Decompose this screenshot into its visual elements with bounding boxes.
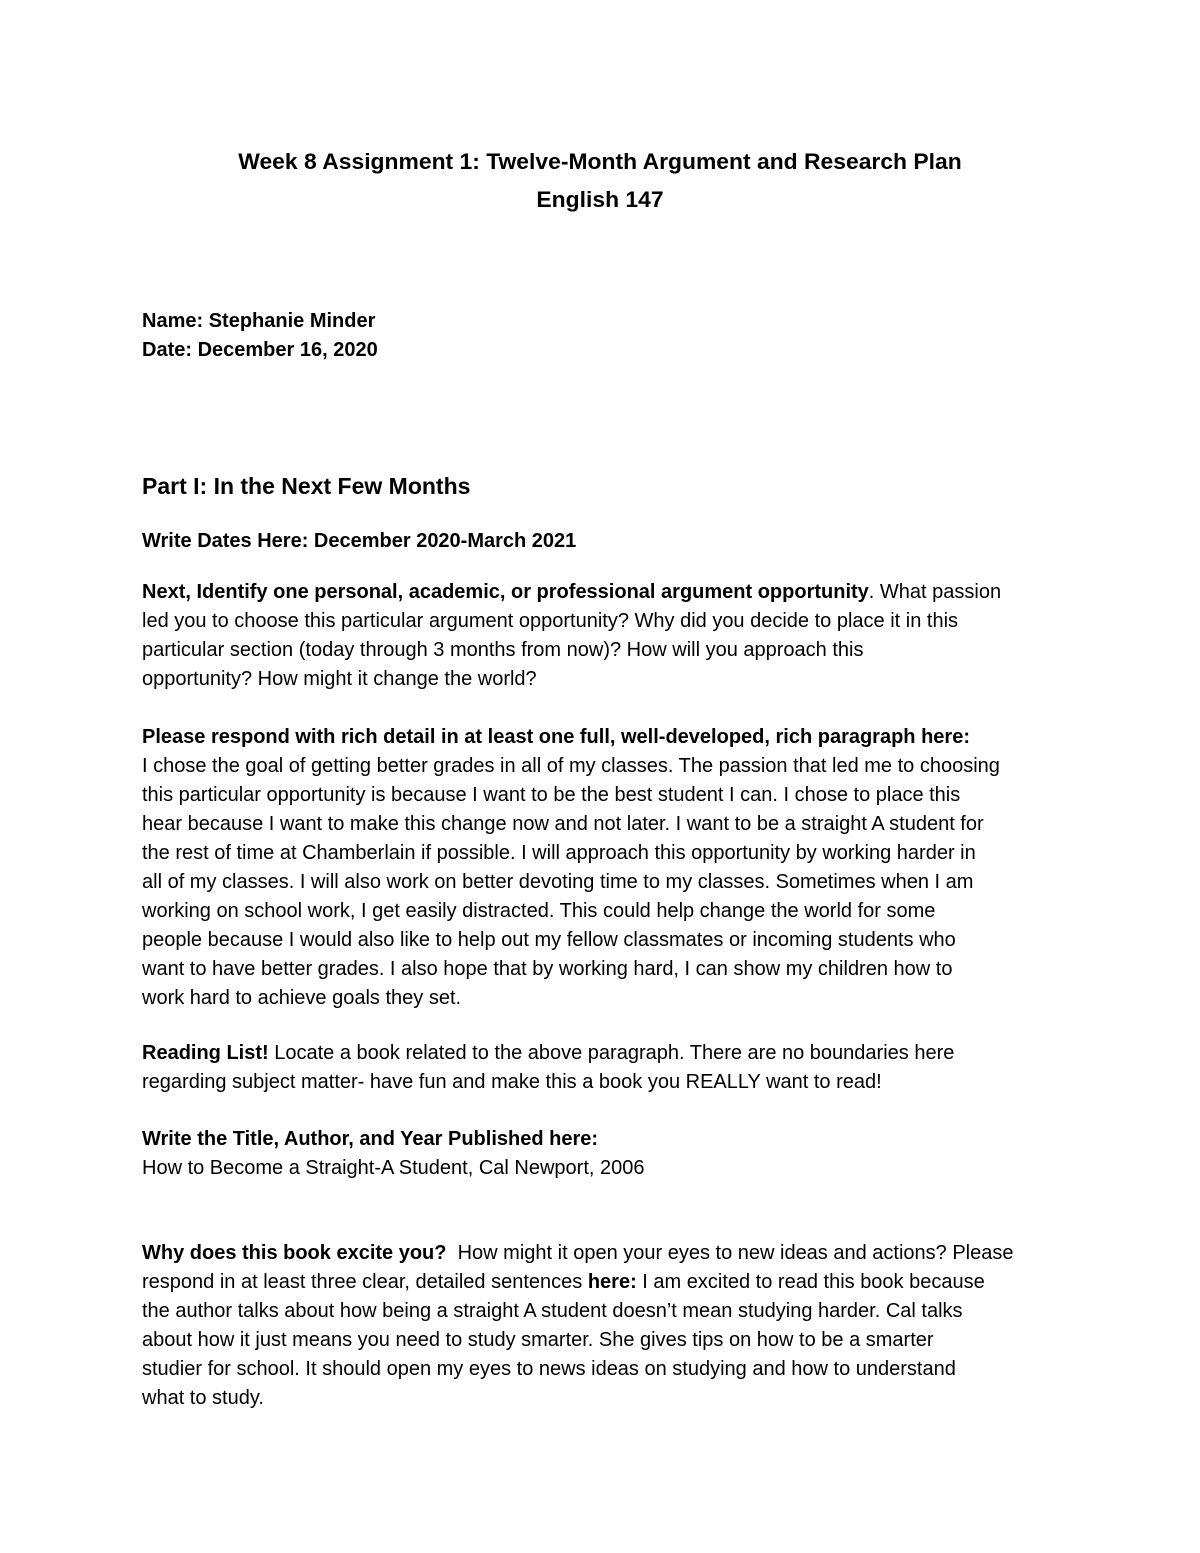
here-label: here:	[587, 1271, 637, 1293]
reading-list-label: Reading List!	[142, 1042, 269, 1064]
why-text: respond in at least three clear, detailed sentences	[142, 1271, 588, 1293]
respond-label: Please respond with rich detail in at least one full, well-developed, rich paragraph here:	[142, 726, 970, 748]
course-name: English 147	[536, 187, 664, 212]
response-line: working on school work, I get easily distracted. This could help change the world for some	[142, 900, 936, 922]
why-line	[142, 1268, 1062, 1297]
why-line: the author talks about how being a straight A student doesn’t mean studying harder. Cal talks	[142, 1300, 963, 1322]
opportunity-response	[142, 723, 1062, 1013]
prompt-line: particular section (today through 3 months from now)? How will you approach this	[142, 639, 864, 661]
document-title: Week 8 Assignment 1: Twelve-Month Argument and Research Plan	[238, 149, 962, 174]
prompt-text: . What passion	[868, 581, 1002, 603]
reading-line	[142, 1039, 1062, 1068]
response-line: this particular opportunity is because I want to be the best student I can. I chose to place this	[142, 784, 961, 806]
why-line	[142, 1239, 1062, 1268]
response-line: the rest of time at Chamberlain if possible. I will approach this opportunity by working harder in	[142, 842, 976, 864]
book-excitement-response	[142, 1239, 1062, 1413]
dates-line: Write Dates Here: December 2020-March 2021	[142, 530, 577, 552]
why-text: How might it open your eyes to new ideas and actions? Please	[446, 1242, 1014, 1264]
reading-line: regarding subject matter- have fun and make this a book you REALLY want to read!	[142, 1071, 882, 1093]
section-heading: Part I: In the Next Few Months	[142, 473, 471, 499]
prompt-line	[142, 578, 1062, 607]
response-line: all of my classes. I will also work on better devoting time to my classes. Sometimes when I am	[142, 871, 974, 893]
document-header	[0, 143, 1200, 219]
why-label: Why does this book excite you?	[142, 1242, 447, 1264]
response-line: I chose the goal of getting better grades in all of my classes. The passion that led me to choosing	[142, 755, 1000, 777]
prompt-bold-text: Next, Identify one personal, academic, or professional argument opportunity	[142, 581, 869, 603]
why-line: about how it just means you need to study smarter. She gives tips on how to be a smarter	[142, 1329, 934, 1351]
response-line: hear because I want to make this change now and not later. I want to be a straight A student for	[142, 813, 984, 835]
student-name: Name: Stephanie Minder	[142, 310, 376, 332]
book-label: Write the Title, Author, and Year Published here:	[142, 1128, 599, 1150]
why-line: what to study.	[142, 1387, 264, 1409]
opportunity-prompt	[142, 578, 1062, 694]
why-text: I am excited to read this book because	[636, 1271, 985, 1293]
reading-text: Locate a book related to the above paragraph. There are no boundaries here	[268, 1042, 955, 1064]
prompt-line: led you to choose this particular argument opportunity? Why did you decide to place it in this	[142, 610, 959, 632]
student-info	[142, 307, 1062, 365]
response-line: work hard to achieve goals they set.	[142, 987, 462, 1009]
book-entry	[142, 1125, 1062, 1183]
why-line: studier for school. It should open my eyes to news ideas on studying and how to understand	[142, 1358, 956, 1380]
reading-list-prompt	[142, 1039, 1062, 1097]
prompt-line: opportunity? How might it change the world?	[142, 668, 537, 690]
book-citation: How to Become a Straight-A Student, Cal Newport, 2006	[142, 1157, 645, 1179]
submission-date: Date: December 16, 2020	[142, 339, 378, 361]
response-line: people because I would also like to help out my fellow classmates or incoming students who	[142, 929, 956, 951]
response-line: want to have better grades. I also hope that by working hard, I can show my children how to	[142, 958, 953, 980]
